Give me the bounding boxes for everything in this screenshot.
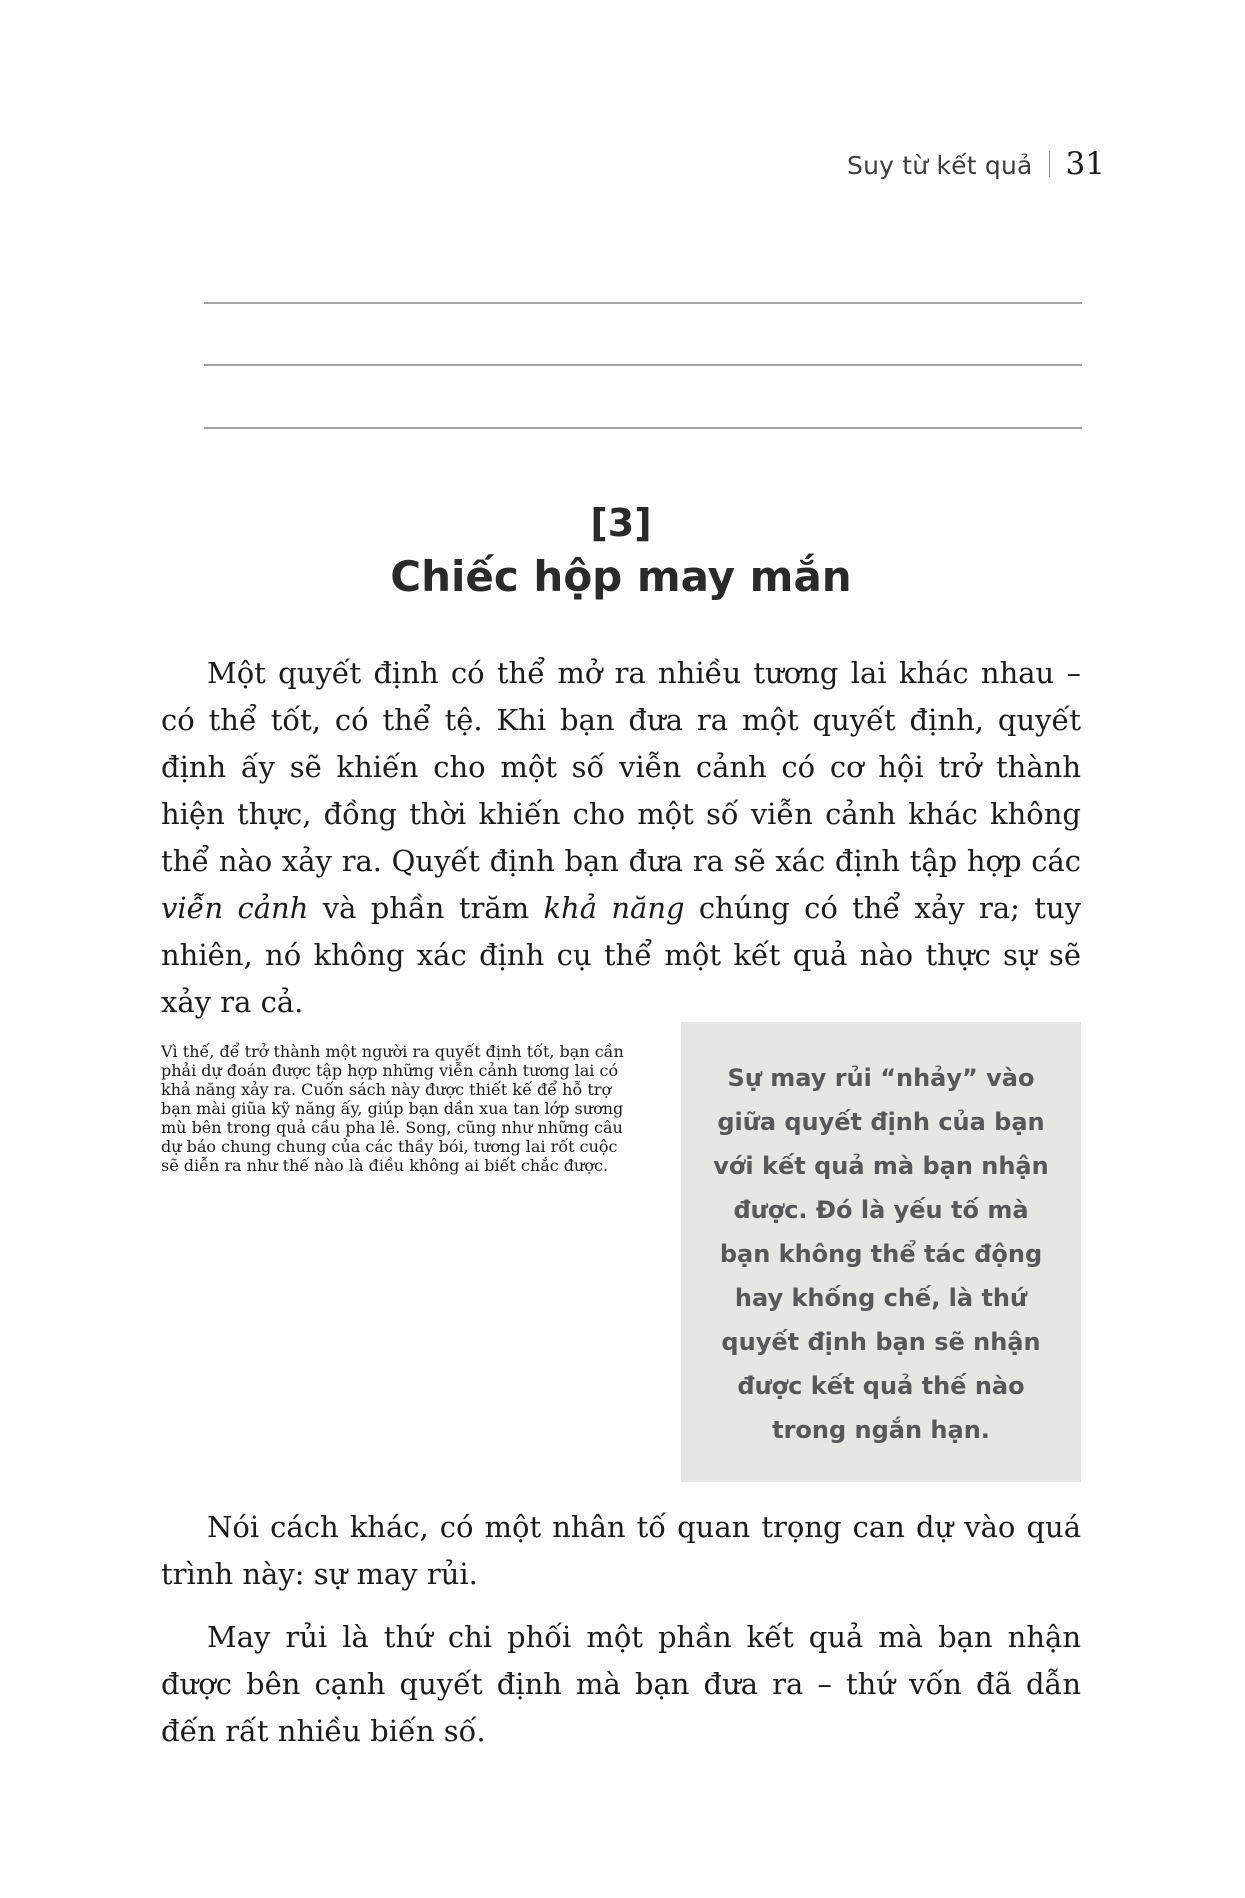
paragraph-1-text: và phần trăm	[308, 891, 544, 925]
paragraph-4	[161, 1614, 1081, 1755]
paragraph-1-italic-term: viễn cảnh	[161, 891, 309, 925]
blank-note-rule	[204, 427, 1082, 429]
chapter-heading	[161, 498, 1081, 606]
chapter-title: Chiếc hộp may mắn	[390, 552, 852, 601]
paragraph-1-text: Một quyết định có thể mở ra nhiều tương lai khác nhau – có thể tốt, có thể tệ. Khi bạn đưa ra một quyết định, quyết định ấy sẽ khiến cho một số viễn cảnh có cơ hội trở thành hiện thực, đồng thời khiến cho một số viễn cảnh khác không thể nào xảy ra. Quyết định bạn đưa ra sẽ xác định tập hợp các	[161, 656, 1081, 878]
callout-text: Sự may rủi “nhảy” vào giữa quyết định của bạn với kết quả mà bạn nhận được. Đó là yếu tố mà bạn không thể tác động hay khống chế, là thứ quyết định bạn sẽ nhận được kết quả thế nào trong ngắn hạn.	[713, 1064, 1049, 1444]
running-header	[847, 146, 1105, 182]
paragraph-4-text: May rủi là thứ chi phối một phần kết quả mà bạn nhận được bên cạnh quyết định mà bạn đưa ra – thứ vốn đã dẫn đến rất nhiều biến số.	[161, 1620, 1081, 1748]
callout-box	[681, 1022, 1081, 1482]
header-divider	[1049, 151, 1050, 177]
paragraph-1-text: chúng có thể xảy ra; tuy nhiên, nó không xác định cụ thể một kết quả nào thực sự sẽ xảy ra cả.	[161, 891, 1082, 1019]
paragraph-3	[161, 1504, 1081, 1598]
page-number: 31	[1065, 146, 1105, 182]
paragraph-3-text: Nói cách khác, có một nhân tố quan trọng can dự vào quá trình này: sự may rủi.	[161, 1510, 1081, 1591]
blank-note-rule	[204, 302, 1082, 304]
running-title: Suy từ kết quả	[847, 151, 1033, 180]
paragraph-2-text: Vì thế, để trở thành một người ra quyết định tốt, bạn cần phải dự đoán được tập hợp những viễn cảnh tương lai có khả năng xảy ra. Cuốn sách này được thiết kế để hỗ trợ bạn mài giũa kỹ năng ấy, giúp bạn dần xua tan lớp sương mù bên trong quả cầu pha lê. Song, cũng như những câu dự báo chung chung của các thầy bói, tương lai rốt cuộc sẽ diễn ra như thế nào là điều không ai biết chắc được.	[161, 1042, 624, 1175]
blank-note-rule	[204, 364, 1082, 366]
paragraph-1	[161, 650, 1081, 1026]
chapter-number: [3]	[590, 501, 652, 545]
paragraph-1-italic-term: khả năng	[543, 891, 685, 925]
